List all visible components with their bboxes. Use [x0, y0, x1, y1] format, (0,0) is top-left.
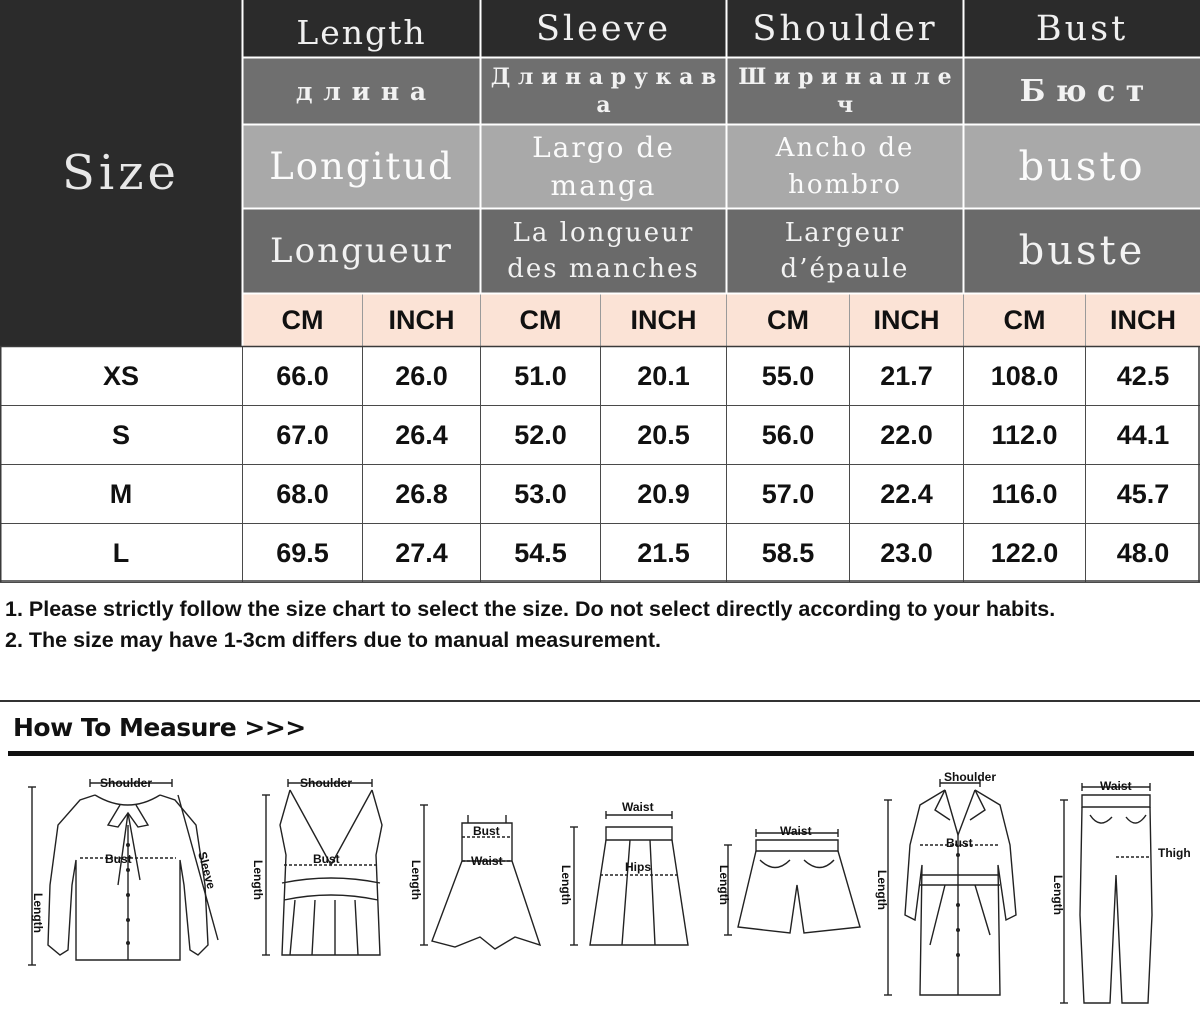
label-length-2: Length: [251, 860, 265, 900]
measurement-cell: 122.0: [964, 524, 1086, 583]
label-thigh-7: Thigh: [1158, 846, 1191, 860]
label-bust-2: Bust: [313, 852, 340, 866]
measurement-cell: 48.0: [1086, 524, 1200, 583]
label-sleeve-1: Sleeve: [195, 850, 219, 891]
label-length-6: Length: [875, 870, 889, 910]
measurement-cell: 67.0: [243, 406, 363, 465]
note-2: 2. The size may have 1-3cm differs due to manual measurement.: [5, 628, 661, 652]
size-cell: S: [0, 406, 243, 465]
measurement-cell: 45.7: [1086, 465, 1200, 524]
label-shoulder-1: Shoulder: [100, 776, 153, 790]
unit-sleeve-cm: CM: [481, 294, 601, 346]
unit-sleeve-inch: INCH: [601, 294, 727, 346]
measurement-cell: 69.5: [243, 524, 363, 583]
header-shoulder-en: Shoulder: [727, 0, 963, 57]
how-to-measure-title: How To Measure >>>: [13, 713, 306, 742]
label-bust-6: Bust: [946, 836, 973, 850]
measurement-cell: 53.0: [481, 465, 601, 524]
header-length-es: Longitud: [243, 125, 480, 208]
measurement-cell: 22.0: [850, 406, 964, 465]
measurement-cell: 66.0: [243, 347, 363, 406]
note-1: 1. Please strictly follow the size chart to select the size. Do not select directly according to your habits.: [5, 597, 1056, 621]
header-length-ru: д л и н а: [243, 58, 480, 124]
measurement-cell: 26.8: [363, 465, 481, 524]
measurement-cell: 27.4: [363, 524, 481, 583]
label-shoulder-6: Shoulder: [944, 770, 997, 784]
label-waist-5: Waist: [780, 824, 812, 838]
shorts-icon: [724, 829, 860, 935]
unit-shoulder-cm: CM: [727, 294, 850, 346]
measurement-cell: 108.0: [964, 347, 1086, 406]
size-header: Size: [0, 0, 242, 346]
header-bust-fr: buste: [964, 209, 1200, 293]
unit-bust-inch: INCH: [1086, 294, 1200, 346]
header-bust-ru: Б ю с т: [964, 58, 1200, 124]
unit-shoulder-inch: INCH: [850, 294, 964, 346]
label-length-7: Length: [1051, 875, 1065, 915]
skirt-icon: [570, 811, 688, 945]
measurement-cell: 56.0: [727, 406, 850, 465]
header-sleeve-fr: La longueur des manches: [481, 209, 726, 293]
trench-coat-icon: [884, 779, 1016, 995]
label-bust-1: Bust: [105, 852, 132, 866]
label-length-3: Length: [409, 860, 423, 900]
header-sleeve-es: Largo de manga: [481, 125, 726, 208]
unit-bust-cm: CM: [964, 294, 1086, 346]
measurement-cell: 20.9: [601, 465, 727, 524]
measurement-cell: 68.0: [243, 465, 363, 524]
measurement-cell: 51.0: [481, 347, 601, 406]
label-length-4: Length: [559, 865, 573, 905]
header-bust-en: Bust: [964, 0, 1200, 57]
measurement-cell: 20.1: [601, 347, 727, 406]
size-cell: L: [0, 524, 243, 583]
label-hips-4: Hips: [625, 860, 652, 874]
measurement-cell: 20.5: [601, 406, 727, 465]
label-waist-7: Waist: [1100, 779, 1132, 793]
measurement-illustrations: [0, 765, 1200, 1020]
measurement-cell: 55.0: [727, 347, 850, 406]
measurement-cell: 23.0: [850, 524, 964, 583]
header-sleeve-en: Sleeve: [481, 0, 726, 57]
tank-top-icon: [262, 779, 382, 955]
label-length-1: Length: [31, 893, 45, 933]
header-sleeve-ru: Д л и н а р у к а в а: [481, 58, 726, 124]
measurement-cell: 52.0: [481, 406, 601, 465]
measurement-cell: 58.5: [727, 524, 850, 583]
measurement-cell: 21.5: [601, 524, 727, 583]
header-shoulder-fr: Largeur d’épaule: [727, 209, 963, 293]
measurement-cell: 21.7: [850, 347, 964, 406]
header-shoulder-es: Ancho de hombro: [727, 125, 963, 208]
measurement-cell: 57.0: [727, 465, 850, 524]
header-bust-es: busto: [964, 125, 1200, 208]
label-shoulder-2: Shoulder: [300, 776, 353, 790]
header-shoulder-ru: Ш и р и н а п л е ч: [727, 58, 963, 124]
label-waist-4: Waist: [622, 800, 654, 814]
blouse-icon: [28, 779, 218, 965]
size-notes: [5, 594, 1195, 656]
label-bust-3: Bust: [473, 824, 500, 838]
size-cell: XS: [0, 347, 243, 406]
size-cell: M: [0, 465, 243, 524]
label-waist-3: Waist: [471, 854, 503, 868]
unit-length-inch: INCH: [363, 294, 481, 346]
unit-length-cm: CM: [243, 294, 363, 346]
measurement-cell: 116.0: [964, 465, 1086, 524]
header-length-en: Length: [243, 0, 480, 57]
measurement-cell: 42.5: [1086, 347, 1200, 406]
measurement-cell: 26.4: [363, 406, 481, 465]
how-to-measure-rule: [8, 751, 1194, 756]
header-length-fr: Longueur: [243, 209, 480, 293]
measurement-cell: 54.5: [481, 524, 601, 583]
label-length-5: Length: [717, 865, 731, 905]
measurement-cell: 44.1: [1086, 406, 1200, 465]
measurement-cell: 26.0: [363, 347, 481, 406]
trousers-icon: [1060, 783, 1152, 1003]
measurement-cell: 22.4: [850, 465, 964, 524]
notes-divider: [0, 700, 1200, 702]
measurement-cell: 112.0: [964, 406, 1086, 465]
